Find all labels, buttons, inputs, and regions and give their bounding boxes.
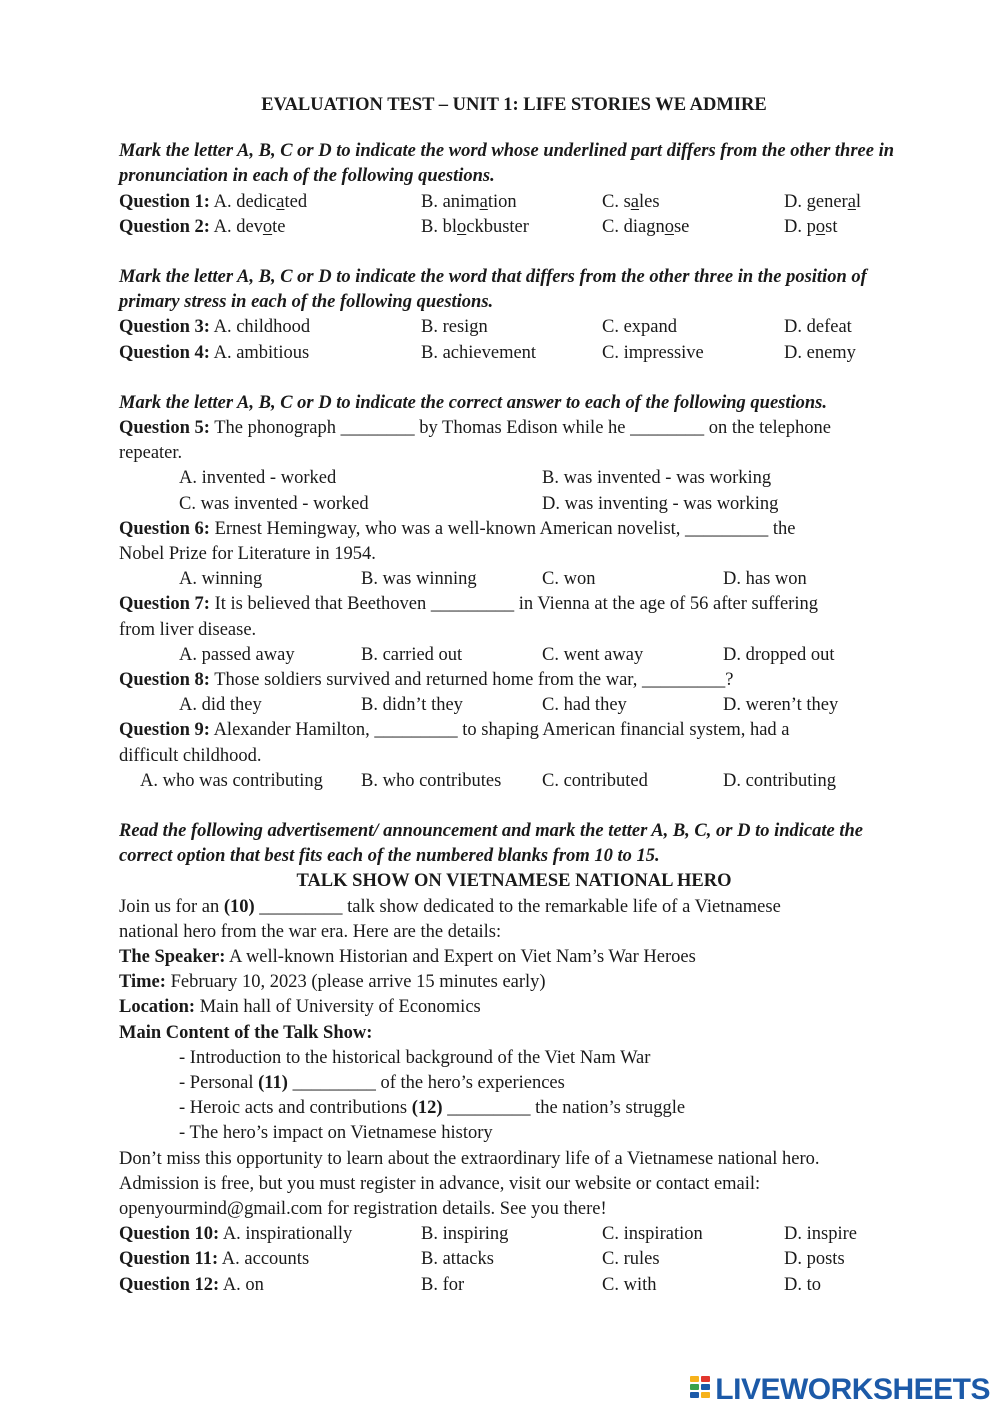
ad-bullet: - Personal (11) _________ of the hero’s experiences [179, 1072, 565, 1093]
option-b: B. inspiring [421, 1224, 509, 1245]
worksheet-page [119, 93, 909, 1298]
question-label: Question 8: [119, 669, 210, 690]
section4-instruction: Read the following advertisement/ announcement and mark the tetter A, B, C, or D to indicate the correct option that best fits each of the numbered blanks from 10 to 15. [119, 820, 863, 867]
question-label: Question 9: [119, 720, 210, 741]
page-title: EVALUATION TEST – UNIT 1: LIFE STORIES WE ADMIRE [261, 95, 767, 115]
option-d: D. has won [723, 569, 807, 590]
option-c: C. was invented - worked [179, 493, 369, 514]
question-text-cont: repeater. [119, 443, 183, 464]
section3-instruction: Mark the letter A, B, C or D to indicate the correct answer to each of the following questions. [119, 392, 827, 413]
ad-bullet: - The hero’s impact on Vietnamese history [179, 1123, 493, 1144]
question-label: Question 12: [119, 1274, 220, 1295]
option-b: B. for [421, 1274, 465, 1295]
section1-instruction: Mark the letter A, B, C or D to indicate the word whose underlined part differs from the other three in pronunciation in each of the following questions. [119, 141, 895, 187]
option-a: A. winning [179, 569, 263, 590]
option-a: A. dedicated [213, 191, 308, 212]
question-6 [119, 517, 909, 593]
liveworksheets-logo-icon [690, 1376, 711, 1404]
ad-closing: Admission is free, but you must register in advance, visit our website or contact email: [119, 1173, 761, 1194]
question-text-cont: from liver disease. [119, 619, 257, 640]
option-b: B. achievement [421, 342, 537, 363]
ad-bullet: - Heroic acts and contributions (12) _________ the nation’s struggle [179, 1098, 686, 1119]
option-a: A. invented - worked [179, 468, 337, 489]
question-label: Question 5: [119, 417, 210, 438]
ad-heading: TALK SHOW ON VIETNAMESE NATIONAL HERO [296, 871, 732, 892]
question-label: Question 10: [119, 1224, 220, 1245]
option-b: B. who contributes [361, 770, 502, 791]
logo-text: LIVEWORKSHEETS [715, 1373, 990, 1406]
ad-bullet: - Introduction to the historical background of the Viet Nam War [179, 1047, 651, 1068]
option-a: A. did they [179, 695, 262, 716]
option-d: D. contributing [723, 770, 837, 791]
option-c: C. went away [542, 644, 644, 665]
ad-speaker: The Speaker: A well-known Historian and Expert on Viet Nam’s War Heroes [119, 946, 696, 967]
option-d: D. posts [784, 1249, 845, 1270]
question-text: Alexander Hamilton, _________ to shaping American financial system, had a [209, 720, 790, 741]
option-c: C. with [602, 1274, 657, 1295]
option-d: D. weren’t they [723, 695, 839, 716]
question-label: Question 7: [119, 594, 210, 615]
option-d: D. dropped out [723, 644, 835, 665]
option-d: D. enemy [784, 342, 856, 363]
option-c: C. inspiration [602, 1224, 703, 1245]
question-4 [119, 341, 909, 366]
option-d: D. was inventing - was working [542, 493, 779, 514]
option-a: A. ambitious [213, 342, 310, 363]
question-text: The phonograph ________ by Thomas Edison while he ________ on the telephone [209, 417, 832, 438]
option-b: B. carried out [361, 644, 463, 665]
option-a: A. passed away [179, 644, 295, 665]
option-b: B. was winning [361, 569, 477, 590]
question-12 [119, 1273, 909, 1298]
ad-time: Time: February 10, 2023 (please arrive 15 minutes early) [119, 972, 546, 993]
question-text-cont: difficult childhood. [119, 745, 262, 766]
option-c: C. won [542, 569, 596, 590]
question-text: Those soldiers survived and returned home from the war, _________? [209, 669, 734, 690]
question-2 [119, 215, 909, 240]
question-11 [119, 1247, 909, 1272]
question-text-cont: Nobel Prize for Literature in 1954. [119, 543, 376, 564]
liveworksheets-logo[interactable] [690, 1372, 990, 1408]
option-a: A. devote [213, 216, 286, 237]
ad-content-heading: Main Content of the Talk Show: [119, 1022, 373, 1043]
question-1 [119, 190, 909, 215]
question-label: Question 6: [119, 518, 210, 539]
question-3 [119, 315, 909, 340]
option-a: A. childhood [213, 317, 311, 338]
ad-paragraph: Join us for an (10) _________ talk show dedicated to the remarkable life of a Vietnamese [119, 896, 781, 917]
option-b: B. didn’t they [361, 695, 463, 716]
option-c: C. had they [542, 695, 627, 716]
option-d: D. defeat [784, 317, 852, 338]
option-a: A. accounts [218, 1249, 310, 1270]
question-label: Question 2: [119, 216, 210, 237]
option-a: A. on [219, 1274, 264, 1295]
option-d: D. inspire [784, 1224, 857, 1245]
option-c: C. impressive [602, 342, 704, 363]
option-b: B. was invented - was working [542, 468, 772, 489]
ad-location: Location: Main hall of University of Economics [119, 997, 481, 1018]
option-a: A. inspirationally [219, 1224, 353, 1245]
option-d: D. post [784, 216, 838, 237]
option-b: B. resign [421, 317, 488, 338]
ad-closing: Don’t miss this opportunity to learn about the extraordinary life of a Vietnamese national hero. [119, 1148, 820, 1169]
option-b: B. blockbuster [421, 216, 529, 237]
question-10 [119, 1222, 909, 1247]
option-c: C. contributed [542, 770, 648, 791]
option-c: C. sales [602, 191, 660, 212]
question-label: Question 4: [119, 342, 210, 363]
option-b: B. animation [421, 191, 517, 212]
question-label: Question 1: [119, 191, 210, 212]
question-text: Ernest Hemingway, who was a well-known American novelist, _________ the [209, 518, 796, 539]
option-c: C. rules [602, 1249, 660, 1270]
blank-number: (10) [223, 896, 255, 917]
option-c: C. expand [602, 317, 678, 338]
section2-instruction: Mark the letter A, B, C or D to indicate the word that differs from the other three in the position of primary stress in each of the following questions. [119, 266, 867, 313]
ad-paragraph-cont: national hero from the war era. Here are the details: [119, 921, 502, 942]
question-7 [119, 592, 909, 668]
question-5 [119, 416, 909, 517]
ad-closing: openyourmind@gmail.com for registration details. See you there! [119, 1198, 607, 1219]
option-d: D. to [784, 1274, 821, 1295]
option-d: D. general [784, 191, 862, 212]
question-text: It is believed that Beethoven _________ in Vienna at the age of 56 after suffering [209, 594, 818, 615]
question-label: Question 11: [119, 1249, 219, 1270]
option-b: B. attacks [421, 1249, 494, 1270]
question-label: Question 3: [119, 317, 210, 338]
option-c: C. diagnose [602, 216, 690, 237]
option-a: A. who was contributing [140, 770, 323, 791]
question-9 [119, 718, 909, 794]
question-8 [119, 668, 909, 718]
